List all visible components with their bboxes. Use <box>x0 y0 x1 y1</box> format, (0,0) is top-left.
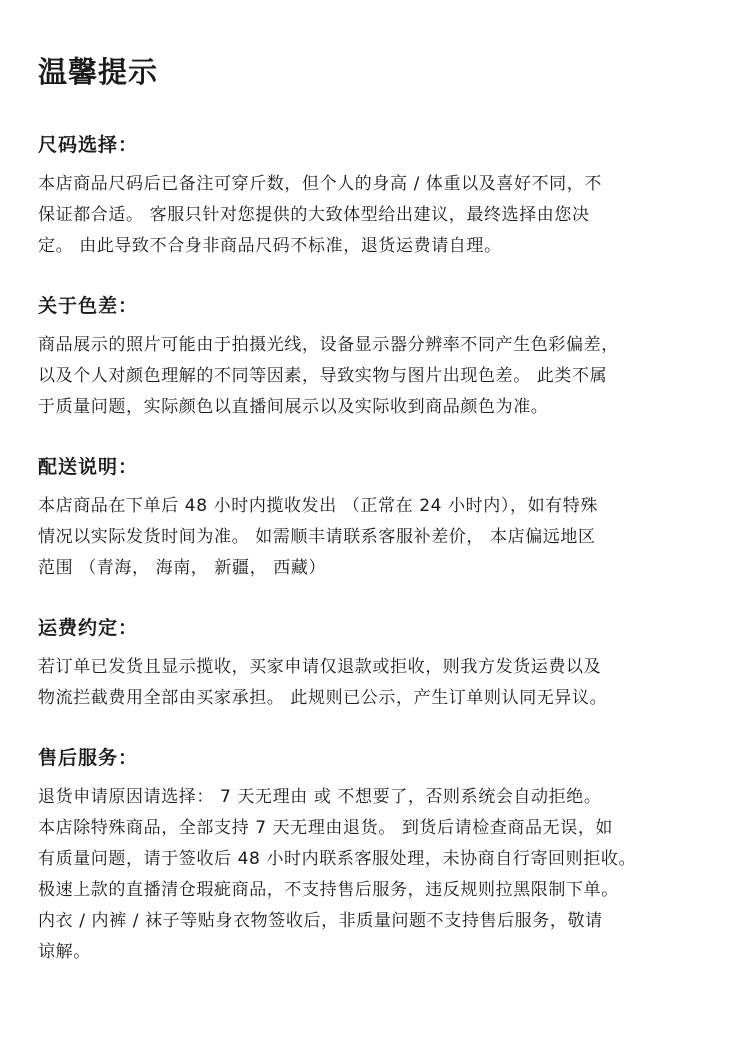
section-body <box>38 782 728 968</box>
body-line: 以及个人对颜色理解的不同等因素，导致实物与图片出现色差。 此类不属 <box>38 366 608 386</box>
body-line: 内衣 / 内裤 / 袜子等贴身衣物签收后，非质量问题不支持售后服务，敬请 <box>38 911 603 931</box>
section-shipping-info <box>38 454 728 584</box>
section-size-selection <box>38 132 728 262</box>
body-line: 物流拦截费用全部由买家承担。 此规则已公示，产生订单则认同无异议。 <box>38 688 608 708</box>
body-line: 范围 （青海， 海南， 新疆， 西藏） <box>38 558 327 578</box>
section-heading: 售后服务： <box>38 747 139 769</box>
section-heading: 配送说明： <box>38 456 139 478</box>
body-line: 于质量问题，实际颜色以直播间展示以及实际收到商品颜色为准。 <box>38 397 549 417</box>
body-line: 商品展示的照片可能由于拍摄光线，设备显示器分辨率不同产生色彩偏差， <box>38 335 619 355</box>
page-title: 温馨提示 <box>38 55 159 89</box>
section-body <box>38 330 728 423</box>
body-line: 定。 由此导致不合身非商品尺码不标准，退货运费请自理。 <box>38 236 502 256</box>
body-line: 退货申请原因请选择： 7 天无理由 或 不想要了，否则系统会自动拒绝。 <box>38 787 602 807</box>
body-line: 若订单已发货且显示揽收，买家申请仅退款或拒收，则我方发货运费以及 <box>38 657 602 677</box>
body-line: 本店除特殊商品，全部支持 7 天无理由退货。 到货后请检查商品无误，如 <box>38 818 614 838</box>
section-body <box>38 491 728 584</box>
section-freight-agreement <box>38 615 728 714</box>
body-line: 情况以实际发货时间为准。 如需顺丰请联系客服补差价， 本店偏远地区 <box>38 527 596 547</box>
section-heading: 运费约定： <box>38 617 139 639</box>
body-line: 极速上款的直播清仓瑕疵商品，不支持售后服务，违反规则拉黑限制下单。 <box>38 880 619 900</box>
section-body <box>38 652 728 714</box>
body-line: 保证都合适。 客服只针对您提供的大致体型给出建议，最终选择由您决 <box>38 205 590 225</box>
section-heading: 关于色差： <box>38 295 139 317</box>
section-color-difference <box>38 293 728 423</box>
body-line: 有质量问题，请于签收后 48 小时内联系客服处理，未协商自行寄回则拒收。 <box>38 849 637 869</box>
section-body <box>38 169 728 262</box>
section-after-sales <box>38 745 728 968</box>
section-heading: 尺码选择： <box>38 134 139 156</box>
body-line: 本店商品在下单后 48 小时内揽收发出 （正常在 24 小时内），如有特殊 <box>38 496 598 516</box>
body-line: 谅解。 <box>38 942 91 962</box>
body-line: 本店商品尺码后已备注可穿斤数，但个人的身高 / 体重以及喜好不同，不 <box>38 174 602 194</box>
